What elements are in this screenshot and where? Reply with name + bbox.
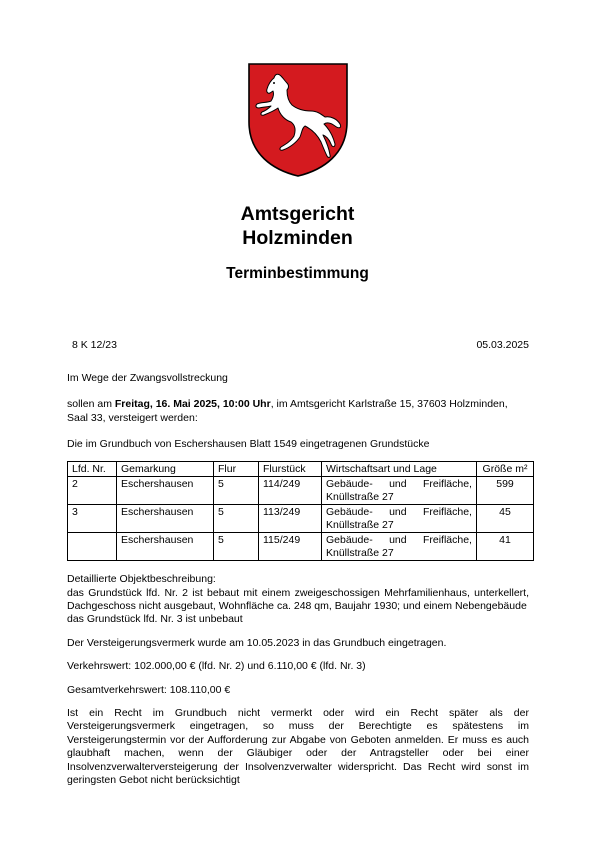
w-word: Freifläche, xyxy=(422,534,472,547)
w-word: Gebäude- xyxy=(326,506,373,519)
termin-datetime: Freitag, 16. Mai 2025, 10:00 Uhr xyxy=(114,398,271,411)
w-word: und xyxy=(389,506,407,519)
w-address: Knüllstraße 27 xyxy=(326,518,394,531)
cell-flurstueck: 113/249 xyxy=(259,505,322,533)
col-lfd-nr: Lfd. Nr. xyxy=(68,461,117,477)
w-word: Freifläche, xyxy=(422,478,472,491)
w-address: Knüllstraße 27 xyxy=(326,546,394,559)
cell-flur: 5 xyxy=(214,477,259,505)
cell-nr: 3 xyxy=(68,505,117,533)
termin-post: , im Amtsgericht Karlstraße 15, 37603 Holzminden, Saal 33, versteigert werden: xyxy=(67,398,508,424)
col-flur: Flur xyxy=(214,461,259,477)
gesamtwert-text: Gesamtverkehrswert: 108.110,00 € xyxy=(67,683,231,696)
intro-text: Im Wege der Zwangsvollstreckung xyxy=(67,372,228,384)
w-word: Gebäude- xyxy=(326,534,373,547)
document-body xyxy=(67,372,529,787)
niedersachsen-horse-crest-icon xyxy=(247,62,349,178)
document-date: 05.03.2025 xyxy=(476,339,529,351)
w-address: Knüllstraße 27 xyxy=(326,490,394,503)
col-groesse: Größe m² xyxy=(477,461,534,477)
verkehrswert-text: Verkehrswert: 102.000,00 € (lfd. Nr. 2) und 6.110,00 € (lfd. Nr. 3) xyxy=(67,660,366,673)
cell-groesse: 45 xyxy=(477,505,534,533)
cell-nr: 2 xyxy=(68,477,117,505)
w-word: Freifläche, xyxy=(422,506,472,519)
col-gemarkung: Gemarkung xyxy=(117,461,214,477)
cell-groesse: 599 xyxy=(477,477,534,505)
w-word: und xyxy=(389,478,407,491)
property-table xyxy=(67,461,534,562)
col-wirtschaftsart: Wirtschaftsart und Lage xyxy=(322,461,477,477)
description-title: Detaillierte Objektbeschreibung: xyxy=(67,573,216,586)
auction-date-text xyxy=(67,398,529,425)
vermerk-text: Der Versteigerungsvermerk wurde am 10.05.2023 in das Grundbuch eingetragen. xyxy=(67,636,447,649)
court-name xyxy=(0,202,595,250)
w-word: und xyxy=(389,534,407,547)
document-heading: Terminbestimmung xyxy=(226,265,369,282)
table-row xyxy=(68,505,534,533)
cell-groesse: 41 xyxy=(477,533,534,561)
cell-wirtschaftsart xyxy=(322,533,477,561)
cell-flurstueck: 115/249 xyxy=(259,533,322,561)
description-text-1: das Grundstück lfd. Nr. 2 ist bebaut mit einem zweigeschossigen Mehrfamilienhaus, unterkellert, Dachgeschoss nicht ausgebaut, Wohnfläche ca. 248 qm, Baujahr 1930; und einem Nebengebäude xyxy=(67,586,529,612)
cell-flur: 5 xyxy=(214,533,259,561)
cell-flurstueck: 114/249 xyxy=(259,477,322,505)
cell-wirtschaftsart xyxy=(322,505,477,533)
cell-nr xyxy=(68,533,117,561)
court-line-1: Amtsgericht xyxy=(240,203,355,225)
cell-gemarkung: Eschershausen xyxy=(117,533,214,561)
cell-gemarkung: Eschershausen xyxy=(117,505,214,533)
table-header-row xyxy=(68,461,534,477)
court-line-2: Holzminden xyxy=(242,227,353,249)
rights-text: Ist ein Recht im Grundbuch nicht vermerkt oder wird ein Recht später als der Versteigerungsvermerk eingetragen, so muss der Berechtigte es spätestens im Versteigerungstermin vor der Aufforderung zur Abgabe von Geboten anmelden. Er muss es auch glaubhaft machen, wenn der Gläubiger oder der Antragsteller oder bei einer Insolvenzverwalterversteigerung der Insolvenzverwalter widerspricht. Das Recht wird sonst im geringsten Gebot nicht berücksichtigt xyxy=(67,706,529,786)
cell-gemarkung: Eschershausen xyxy=(117,477,214,505)
description-text-2: das Grundstück lfd. Nr. 3 ist unbebaut xyxy=(67,613,243,626)
termin-pre: sollen am xyxy=(67,398,115,411)
cell-wirtschaftsart xyxy=(322,477,477,505)
grundbuch-line: Die im Grundbuch von Eschershausen Blatt 1549 eingetragenen Grundstücke xyxy=(67,438,430,451)
case-reference: 8 K 12/23 xyxy=(72,339,117,351)
table-row xyxy=(68,533,534,561)
w-word: Gebäude- xyxy=(326,478,373,491)
cell-flur: 5 xyxy=(214,505,259,533)
col-flurstueck: Flurstück xyxy=(259,461,322,477)
table-row xyxy=(68,477,534,505)
